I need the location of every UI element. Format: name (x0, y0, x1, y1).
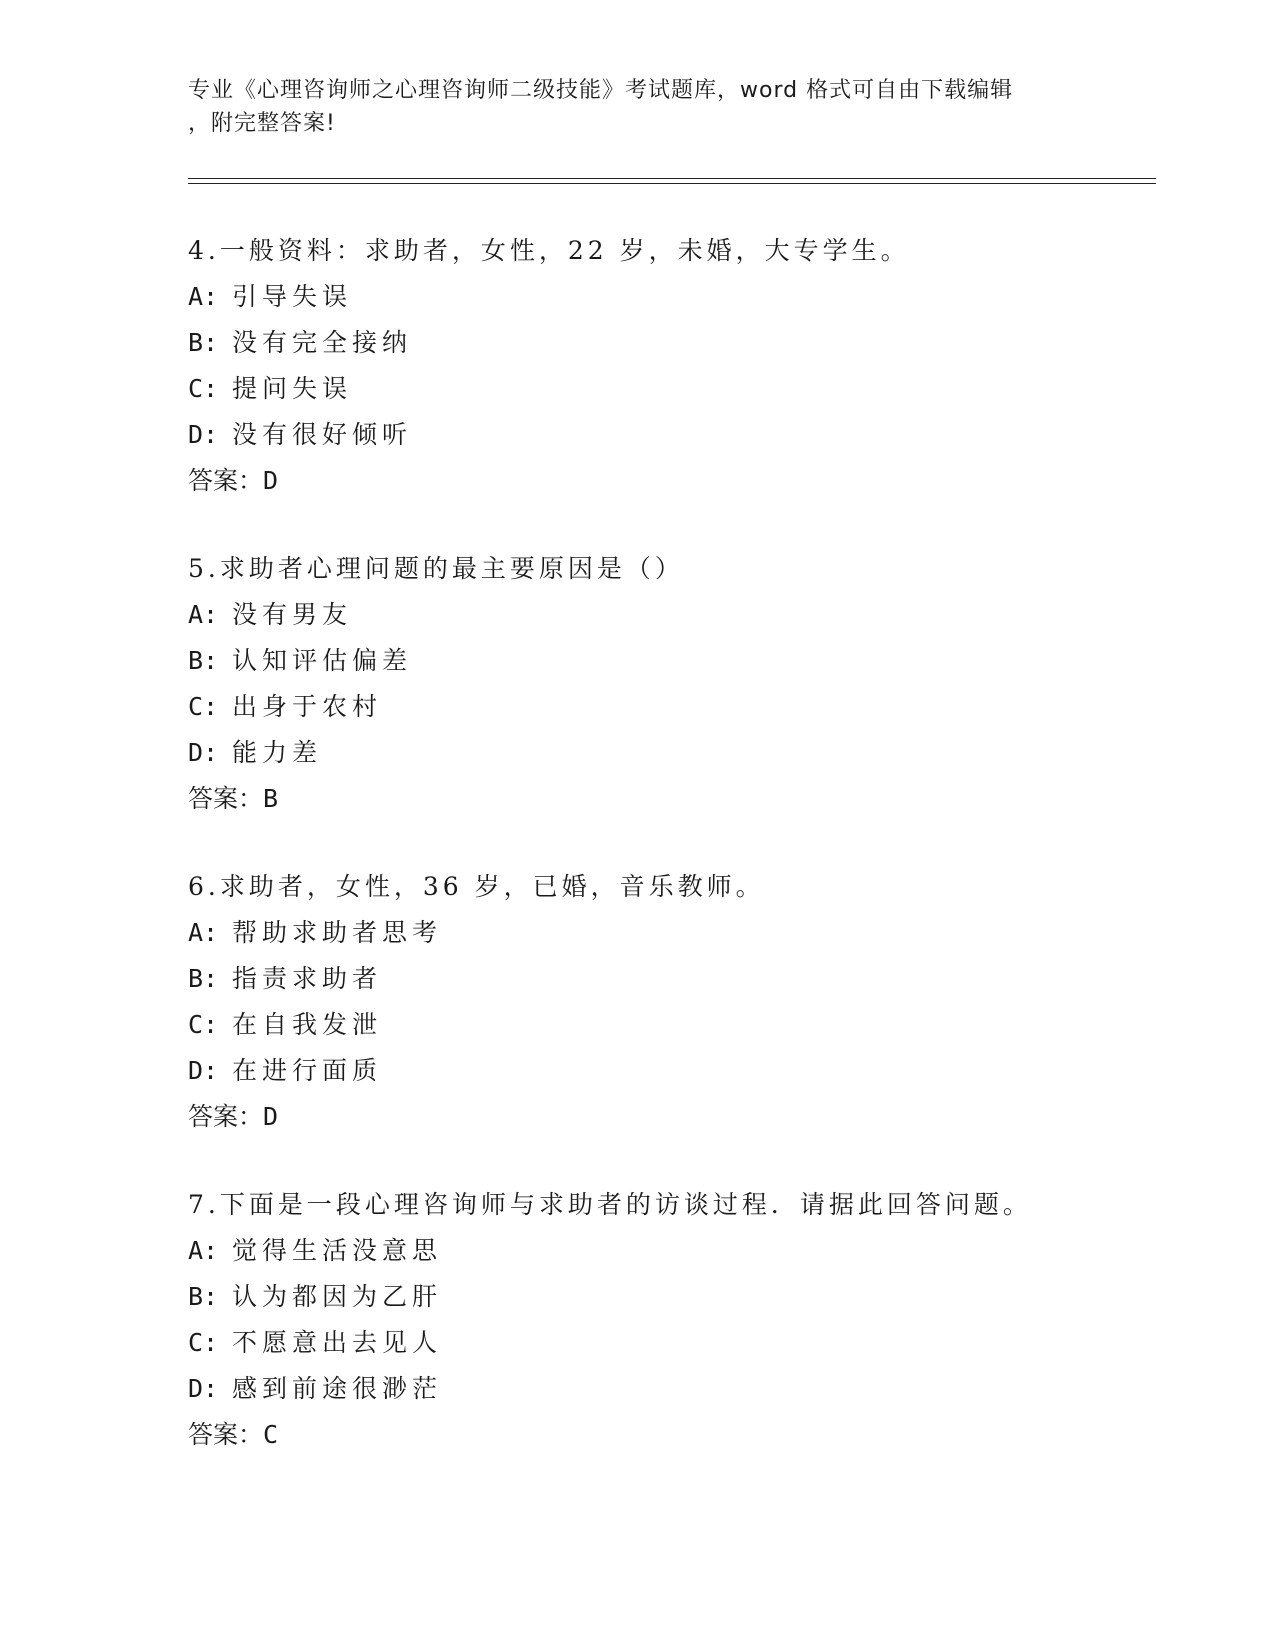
option-key: C: (188, 1328, 219, 1357)
option-b (188, 956, 1148, 1002)
question-block (188, 1182, 1148, 1458)
option-b (188, 320, 1148, 366)
answer-line (188, 1412, 1148, 1458)
answer-value: D (263, 1102, 279, 1131)
option-c (188, 684, 1148, 730)
option-key: D: (188, 1374, 219, 1403)
option-key: C: (188, 692, 219, 721)
option-key: D: (188, 420, 219, 449)
option-text: 在进行面质 (232, 1056, 383, 1085)
option-text: 没有完全接纳 (232, 328, 413, 357)
option-c (188, 1320, 1148, 1366)
option-text: 不愿意出去见人 (232, 1328, 443, 1357)
header-divider-top (188, 178, 1156, 179)
answer-label: 答案： (188, 784, 264, 813)
option-key: B: (188, 964, 219, 993)
option-a (188, 1228, 1148, 1274)
option-a (188, 592, 1148, 638)
option-text: 没有男友 (232, 600, 353, 629)
option-text: 觉得生活没意思 (232, 1236, 443, 1265)
answer-line (188, 776, 1148, 822)
option-a (188, 274, 1148, 320)
option-d (188, 1366, 1148, 1412)
question-stem: 7.下面是一段心理咨询师与求助者的访谈过程．请据此回答问题。 (188, 1190, 1032, 1219)
answer-line (188, 1094, 1148, 1140)
option-key: B: (188, 646, 219, 675)
question-block (188, 864, 1148, 1140)
option-text: 感到前途很渺茫 (232, 1374, 443, 1403)
option-key: D: (188, 1056, 219, 1085)
option-key: B: (188, 1282, 219, 1311)
option-key: C: (188, 374, 219, 403)
option-b (188, 1274, 1148, 1320)
option-text: 提问失误 (232, 374, 353, 403)
option-key: A: (188, 600, 219, 629)
question-block (188, 228, 1148, 504)
option-d (188, 412, 1148, 458)
header-line-1: 专业《心理咨询师之心理咨询师二级技能》考试题库，word 格式可自由下载编辑 (188, 78, 1014, 103)
answer-value: B (263, 784, 279, 813)
option-a (188, 910, 1148, 956)
option-text: 认知评估偏差 (232, 646, 413, 675)
option-key: A: (188, 918, 219, 947)
answer-value: C (263, 1420, 279, 1449)
option-key: D: (188, 738, 219, 767)
question-stem: 5.求助者心理问题的最主要原因是（） (188, 554, 684, 583)
option-c (188, 1002, 1148, 1048)
answer-value: D (263, 466, 279, 495)
option-key: A: (188, 282, 219, 311)
question-stem: 6.求助者，女性，36 岁，已婚，音乐教师。 (188, 872, 765, 901)
option-text: 没有很好倾听 (232, 420, 413, 449)
option-text: 引导失误 (232, 282, 353, 311)
document-header (188, 74, 1088, 140)
option-text: 能力差 (232, 738, 323, 767)
option-key: A: (188, 1236, 219, 1265)
option-d (188, 1048, 1148, 1094)
answer-label: 答案： (188, 1102, 264, 1131)
question-stem: 4.一般资料：求助者，女性，22 岁，未婚，大专学生。 (188, 236, 910, 265)
option-text: 在自我发泄 (232, 1010, 383, 1039)
answer-line (188, 458, 1148, 504)
option-d (188, 730, 1148, 776)
option-text: 帮助求助者思考 (232, 918, 443, 947)
option-b (188, 638, 1148, 684)
option-text: 认为都因为乙肝 (232, 1282, 443, 1311)
option-key: C: (188, 1010, 219, 1039)
option-text: 指责求助者 (232, 964, 383, 993)
header-line-2: ，附完整答案! (188, 111, 336, 136)
answer-label: 答案： (188, 466, 264, 495)
option-key: B: (188, 328, 219, 357)
option-c (188, 366, 1148, 412)
question-block (188, 546, 1148, 822)
answer-label: 答案： (188, 1420, 264, 1449)
header-divider-bottom (188, 183, 1156, 184)
option-text: 出身于农村 (232, 692, 383, 721)
